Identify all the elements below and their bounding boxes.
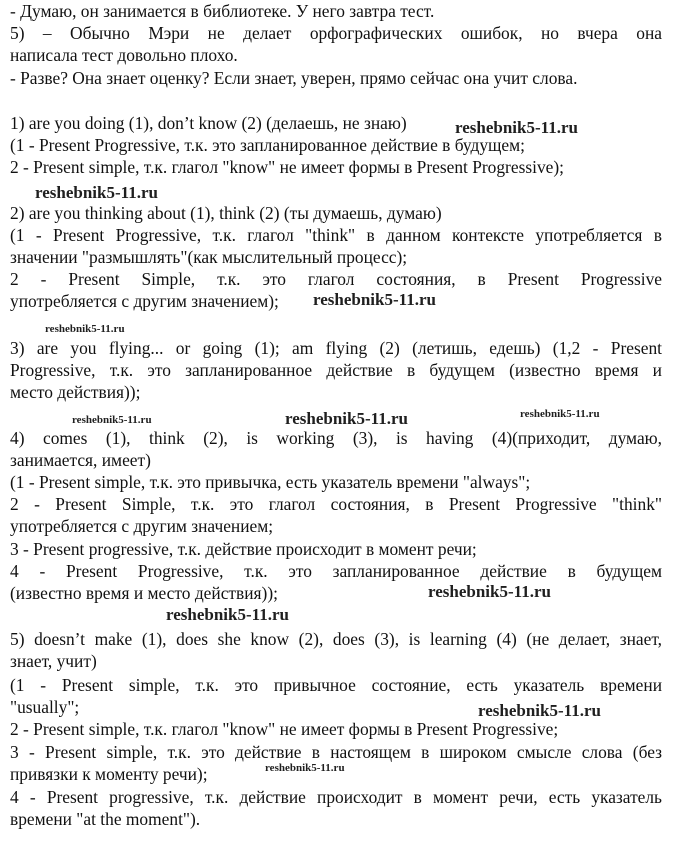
text-line: написала тест довольно плохо. bbox=[10, 45, 238, 65]
text-line: 5) doesn’t make (1), does she know (2), does (3), is learning (4) (не делает, знает, bbox=[10, 629, 662, 649]
text-line: 2 - Present simple, т.к. глагол "know" не имеет формы в Present Progressive; bbox=[10, 719, 559, 739]
text-line: Progressive, т.к. это запланированное действие в будущем (известно время и bbox=[10, 360, 662, 380]
watermark-text: reshebnik5-11.ru bbox=[455, 118, 578, 137]
text-line: употребляется с другим значением; bbox=[10, 516, 274, 536]
text-line: (известно время и место действия)); bbox=[10, 583, 278, 603]
text-line: знает, учит) bbox=[10, 651, 97, 671]
watermark-text: reshebnik5-11.ru bbox=[166, 605, 289, 624]
text-line: 1) are you doing (1), don’t know (2) (делаешь, не знаю) bbox=[10, 113, 407, 133]
text-line: занимается, имеет) bbox=[10, 450, 151, 470]
watermark-text: reshebnik5-11.ru bbox=[45, 323, 125, 335]
text-line: (1 - Present simple, т.к. это привычка, есть указатель времени "always"; bbox=[10, 472, 531, 492]
text-line: времени "at the moment"). bbox=[10, 809, 201, 829]
text-line: (1 - Present simple, т.к. это привычное состояние, есть указатель времени bbox=[10, 675, 662, 695]
watermark-text: reshebnik5-11.ru bbox=[35, 183, 158, 202]
text-line: (1 - Present Progressive, т.к. это запланированное действие в будущем; bbox=[10, 135, 525, 155]
text-line: (1 - Present Progressive, т.к. глагол "think" в данном контексте употребляется в bbox=[10, 225, 662, 245]
text-line: 3 - Present simple, т.к. это действие в настоящем в широком смысле слова (без bbox=[10, 742, 662, 762]
text-line: - Разве? Она знает оценку? Если знает, уверен, прямо сейчас она учит слова. bbox=[10, 68, 578, 88]
text-line: значении "размышлять"(как мыслительный процесс); bbox=[10, 247, 408, 267]
text-line: 2 - Present Simple, т.к. это глагол состояния, в Present Progressive bbox=[10, 269, 662, 289]
watermark-text: reshebnik5-11.ru bbox=[313, 290, 436, 309]
text-line: "usually"; bbox=[10, 697, 80, 717]
watermark-text: reshebnik5-11.ru bbox=[428, 582, 551, 601]
text-line: 4 - Present progressive, т.к. действие происходит в момент речи, есть указатель bbox=[10, 787, 662, 807]
text-line: 5) – Обычно Мэри не делает орфографических ошибок, но вчера она bbox=[10, 23, 662, 43]
text-line: 2 - Present simple, т.к. глагол "know" не имеет формы в Present Progressive); bbox=[10, 157, 564, 177]
watermark-text: reshebnik5-11.ru bbox=[285, 409, 408, 428]
text-line: привязки к моменту речи); bbox=[10, 764, 208, 784]
watermark-text: reshebnik5-11.ru bbox=[478, 701, 601, 720]
text-line: 3) are you flying... or going (1); am flying (2) (летишь, едешь) (1,2 - Present bbox=[10, 338, 662, 358]
watermark-text: reshebnik5-11.ru bbox=[72, 414, 152, 426]
text-line: 3 - Present progressive, т.к. действие происходит в момент речи; bbox=[10, 539, 477, 559]
text-line: место действия)); bbox=[10, 382, 141, 402]
text-line: употребляется с другим значением); bbox=[10, 291, 279, 311]
text-line: 4 - Present Progressive, т.к. это запланированное действие в будущем bbox=[10, 561, 662, 581]
text-line: 2) are you thinking about (1), think (2) (ты думаешь, думаю) bbox=[10, 203, 442, 223]
text-line: - Думаю, он занимается в библиотеке. У него завтра тест. bbox=[10, 1, 435, 21]
text-line: 2 - Present Simple, т.к. это глагол состояния, в Present Progressive "think" bbox=[10, 494, 662, 514]
watermark-text: reshebnik5-11.ru bbox=[265, 762, 345, 774]
watermark-text: reshebnik5-11.ru bbox=[520, 408, 600, 420]
text-line: 4) comes (1), think (2), is working (3), is having (4)(приходит, думаю, bbox=[10, 428, 662, 448]
